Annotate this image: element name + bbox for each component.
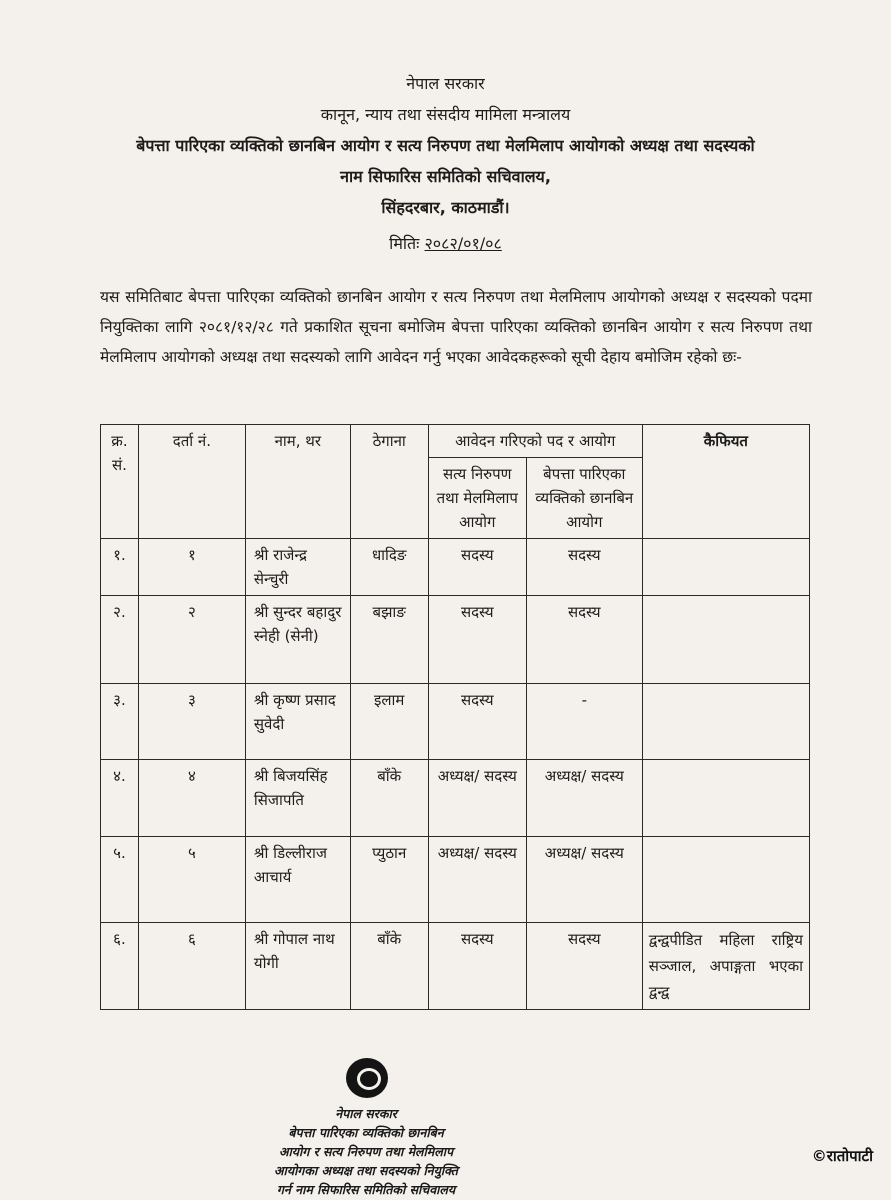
- header-post-group: आवेदन गरिएको पद र आयोग: [428, 425, 642, 458]
- cell-address: बझाङ: [350, 596, 428, 684]
- stamp-line: बेपत्ता पारिएका व्यक्तिको छानबिन: [288, 1125, 444, 1140]
- cell-commission-1: सदस्य: [428, 539, 526, 596]
- cell-name: श्री राजेन्द्र सेन्चुरी: [245, 539, 350, 596]
- govt-name: नेपाल सरकार: [406, 74, 485, 93]
- cell-reg: ६: [138, 923, 245, 1010]
- cell-sn: १.: [101, 539, 139, 596]
- header-reg: दर्ता नं.: [138, 425, 245, 539]
- cell-name: श्री सुन्दर बहादुर स्नेही (सेनी): [245, 596, 350, 684]
- cell-remarks: द्वन्द्वपीडित महिला राष्ट्रिय सञ्जाल, अपाङ्गता भएका द्वन्द्व: [642, 923, 809, 1010]
- cell-address: इलाम: [350, 684, 428, 760]
- office-address: सिंहदरबार, काठमाडौं।: [381, 198, 510, 217]
- cell-address: बाँके: [350, 760, 428, 837]
- secretariat-name: नाम सिफारिस समितिको सचिवालय,: [340, 167, 551, 186]
- table-row: [101, 596, 810, 684]
- stamp-line: आयोग र सत्य निरुपण तथा मेलमिलाप: [278, 1144, 454, 1159]
- header-address: ठेगाना: [350, 425, 428, 539]
- cell-name: श्री गोपाल नाथ योगी: [245, 923, 350, 1010]
- cell-name: श्री कृष्ण प्रसाद सुवेदी: [245, 684, 350, 760]
- letterhead: [0, 68, 891, 223]
- cell-sn: ३.: [101, 684, 139, 760]
- cell-commission-1: अध्यक्ष/ सदस्य: [428, 760, 526, 837]
- table-row: [101, 760, 810, 837]
- cell-address: धादिङ: [350, 539, 428, 596]
- cell-name: श्री बिजयसिंह सिजापति: [245, 760, 350, 837]
- cell-sn: ४.: [101, 760, 139, 837]
- date-value: २०८२/०१/०८: [424, 234, 502, 253]
- cell-commission-2: अध्यक्ष/ सदस्य: [526, 760, 642, 837]
- applicants-table: [100, 424, 810, 1010]
- cell-remarks: [642, 596, 809, 684]
- cell-remarks: [642, 684, 809, 760]
- cell-remarks: [642, 837, 809, 923]
- table-row: [101, 923, 810, 1010]
- cell-reg: ५: [138, 837, 245, 923]
- stamp-line: आयोगका अध्यक्ष तथा सदस्यको नियुक्ति: [274, 1163, 458, 1178]
- table-header-row: [101, 425, 810, 458]
- stamp-text: [236, 1104, 496, 1199]
- cell-address: प्युठान: [350, 837, 428, 923]
- cell-remarks: [642, 539, 809, 596]
- government-emblem-icon: [346, 1058, 388, 1098]
- committee-title: बेपत्ता पारिएका व्यक्तिको छानबिन आयोग र सत्य निरुपण तथा मेलमिलाप आयोगको अध्यक्ष तथा सदस्यको: [136, 136, 755, 155]
- cell-commission-2: -: [526, 684, 642, 760]
- header-sn: क्र. सं.: [101, 425, 139, 539]
- cell-commission-1: सदस्य: [428, 596, 526, 684]
- header-name: नाम, थर: [245, 425, 350, 539]
- cell-name: श्री डिल्लीराज आचार्य: [245, 837, 350, 923]
- table-row: [101, 539, 810, 596]
- source-watermark: ©रातोपाटी: [811, 1147, 873, 1165]
- header-commission-2: बेपत्ता पारिएका व्यक्तिको छानबिन आयोग: [526, 458, 642, 539]
- official-stamp: [236, 1058, 496, 1200]
- cell-sn: ६.: [101, 923, 139, 1010]
- stamp-line: गर्न नाम सिफारिस समितिको सचिवालय: [276, 1182, 456, 1197]
- cell-commission-2: सदस्य: [526, 596, 642, 684]
- table-row: [101, 837, 810, 923]
- header-remarks: कैफियत: [642, 425, 809, 539]
- cell-commission-1: सदस्य: [428, 684, 526, 760]
- header-commission-1: सत्य निरुपण तथा मेलमिलाप आयोग: [428, 458, 526, 539]
- cell-sn: २.: [101, 596, 139, 684]
- cell-reg: १: [138, 539, 245, 596]
- cell-sn: ५.: [101, 837, 139, 923]
- cell-reg: ४: [138, 760, 245, 837]
- cell-reg: ३: [138, 684, 245, 760]
- cell-remarks: [642, 760, 809, 837]
- table-row: [101, 684, 810, 760]
- cell-commission-1: अध्यक्ष/ सदस्य: [428, 837, 526, 923]
- cell-reg: २: [138, 596, 245, 684]
- cell-address: बाँके: [350, 923, 428, 1010]
- cell-commission-2: सदस्य: [526, 923, 642, 1010]
- document-date: [0, 232, 891, 254]
- date-label: मितिः: [389, 234, 420, 253]
- stamp-line: नेपाल सरकार: [335, 1106, 397, 1121]
- cell-commission-1: सदस्य: [428, 923, 526, 1010]
- ministry-name: कानून, न्याय तथा संसदीय मामिला मन्त्रालय: [320, 105, 571, 124]
- intro-paragraph: यस समितिबाट बेपत्ता पारिएका व्यक्तिको छानबिन आयोग र सत्य निरुपण तथा मेलमिलाप आयोगको अध्यक्ष र सदस्यको पदमा नियुक्तिका लागि २०८१/१२/२८ गते प्रकाशित सूचना बमोजिम बेपत्ता पारिएका व्यक्तिको छानबिन आयोग र सत्य निरुपण तथा मेलमिलाप आयोगको अध्यक्ष तथा सदस्यको लागि आवेदन गर्नु भएका आवेदकहरूको सूची देहाय बमोजिम रहेको छः-: [100, 288, 812, 366]
- cell-commission-2: सदस्य: [526, 539, 642, 596]
- cell-commission-2: अध्यक्ष/ सदस्य: [526, 837, 642, 923]
